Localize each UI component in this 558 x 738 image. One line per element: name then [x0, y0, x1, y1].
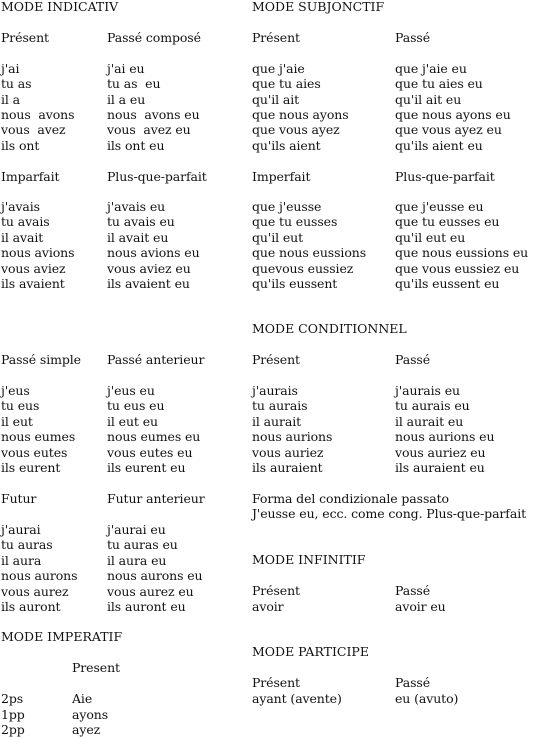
- label-conditionnel-present: Présent: [252, 352, 300, 367]
- heading-mode-conditionnel: MODE CONDITIONNEL: [252, 321, 407, 336]
- form-indicatif-futur-anterieur: il aura eu: [107, 553, 167, 568]
- form-conditionnel-passe: tu aurais eu: [395, 398, 470, 413]
- heading-mode-infinitif: MODE INFINITIF: [252, 552, 366, 567]
- label-subjonctif-plus-que-parfait: Plus-que-parfait: [395, 169, 495, 184]
- label-infinitif-passe: Passé: [395, 583, 431, 598]
- form-subjonctif-present: qu'ils aient: [252, 138, 321, 153]
- form-subjonctif-passe: qu'ils aient eu: [395, 138, 483, 153]
- form-subjonctif-imperfait: que tu eusses: [252, 214, 338, 229]
- form-indicatif-passe-compose: tu as eu: [107, 76, 161, 91]
- form-subjonctif-imperfait: que nous eussions: [252, 245, 367, 260]
- form-conditionnel-present: j'aurais: [252, 383, 298, 398]
- form-indicatif-futur-anterieur: nous aurons eu: [107, 568, 203, 583]
- label-indicatif-present: Présent: [1, 30, 49, 45]
- form-indicatif-passe-compose: il a eu: [107, 92, 146, 107]
- label-subjonctif-passe: Passé: [395, 30, 431, 45]
- form-conditionnel-passe: vous auriez eu: [395, 445, 486, 460]
- form-indicatif-passe-anterieur: j'eus eu: [107, 383, 155, 398]
- form-indicatif-passe-anterieur: vous eutes eu: [107, 445, 193, 460]
- form-indicatif-plus-que-parfait: j'avais eu: [107, 199, 166, 214]
- form-conditionnel-passe: ils auraient eu: [395, 460, 485, 475]
- form-indicatif-passe-simple: tu eus: [1, 398, 40, 413]
- form-subjonctif-plus-que-parfait: qu'il eut eu: [395, 230, 466, 245]
- form-indicatif-futur-anterieur: j'aurai eu: [107, 522, 166, 537]
- heading-mode-imperatif: MODE IMPERATIF: [1, 629, 123, 644]
- form-participe-present: ayant (avente): [252, 691, 342, 706]
- form-indicatif-present: il a: [1, 92, 21, 107]
- imperatif-form: ayez: [72, 722, 101, 737]
- label-participe-present: Présent: [252, 675, 300, 690]
- label-indicatif-imparfait: Imparfait: [1, 169, 60, 184]
- label-indicatif-futur: Futur: [1, 491, 37, 506]
- form-subjonctif-plus-que-parfait: que tu eusses eu: [395, 214, 500, 229]
- imperatif-person: 2pp: [1, 722, 25, 737]
- imperatif-person: 2ps: [1, 691, 24, 706]
- conditionnel-note: Forma del condizionale passato: [252, 491, 449, 506]
- label-participe-passe: Passé: [395, 675, 431, 690]
- conditionnel-note: J'eusse eu, ecc. come cong. Plus-que-parfait: [252, 506, 527, 521]
- form-indicatif-passe-simple: ils eurent: [1, 460, 61, 475]
- form-indicatif-imparfait: tu avais: [1, 214, 50, 229]
- form-indicatif-passe-compose: ils ont eu: [107, 138, 165, 153]
- form-indicatif-passe-compose: vous avez eu: [107, 122, 191, 137]
- imperatif-person: 1pp: [1, 707, 25, 722]
- form-indicatif-present: j'ai: [1, 61, 20, 76]
- form-conditionnel-present: ils auraient: [252, 460, 323, 475]
- form-indicatif-passe-anterieur: nous eumes eu: [107, 429, 201, 444]
- form-indicatif-passe-simple: il eut: [1, 414, 33, 429]
- form-conditionnel-passe: il aurait eu: [395, 414, 464, 429]
- form-indicatif-passe-compose: nous avons eu: [107, 107, 200, 122]
- form-indicatif-futur: j'aurai: [1, 522, 41, 537]
- form-subjonctif-imperfait: que j'eusse: [252, 199, 322, 214]
- form-indicatif-imparfait: vous aviez: [1, 261, 66, 276]
- form-subjonctif-present: que nous ayons: [252, 107, 349, 122]
- form-conditionnel-passe: nous aurions eu: [395, 429, 495, 444]
- form-conditionnel-passe: j'aurais eu: [395, 383, 460, 398]
- label-indicatif-plus-que-parfait: Plus-que-parfait: [107, 169, 207, 184]
- form-indicatif-futur-anterieur: tu auras eu: [107, 537, 178, 552]
- form-indicatif-plus-que-parfait: tu avais eu: [107, 214, 175, 229]
- form-indicatif-imparfait: nous avions: [1, 245, 75, 260]
- form-subjonctif-imperfait: qu'ils eussent: [252, 276, 338, 291]
- form-indicatif-futur: ils auront: [1, 599, 61, 614]
- form-indicatif-passe-anterieur: il eut eu: [107, 414, 158, 429]
- label-indicatif-passe-simple: Passé simple: [1, 352, 81, 367]
- label-conditionnel-passe: Passé: [395, 352, 431, 367]
- form-subjonctif-plus-que-parfait: que nous eussions eu: [395, 245, 529, 260]
- form-indicatif-futur-anterieur: vous aurez eu: [107, 584, 194, 599]
- form-subjonctif-passe: que nous ayons eu: [395, 107, 511, 122]
- form-indicatif-imparfait: il avait: [1, 230, 44, 245]
- form-indicatif-passe-anterieur: tu eus eu: [107, 398, 165, 413]
- form-subjonctif-plus-que-parfait: que vous eussiez eu: [395, 261, 520, 276]
- form-indicatif-present: tu as: [1, 76, 32, 91]
- form-indicatif-futur: il aura: [1, 553, 42, 568]
- form-conditionnel-present: nous aurions: [252, 429, 333, 444]
- form-subjonctif-plus-que-parfait: que j'eusse eu: [395, 199, 484, 214]
- form-indicatif-present: vous avez: [1, 122, 66, 137]
- form-subjonctif-passe: qu'il ait eu: [395, 92, 462, 107]
- form-subjonctif-imperfait: quevous eussiez: [252, 261, 354, 276]
- label-indicatif-futur-anterieur: Futur anterieur: [107, 491, 205, 506]
- form-participe-passe: eu (avuto): [395, 691, 459, 706]
- form-indicatif-plus-que-parfait: vous aviez eu: [107, 261, 191, 276]
- form-subjonctif-passe: que j'aie eu: [395, 61, 467, 76]
- form-indicatif-passe-simple: j'eus: [1, 383, 30, 398]
- form-indicatif-futur: tu auras: [1, 537, 53, 552]
- form-indicatif-present: ils ont: [1, 138, 40, 153]
- form-indicatif-futur: vous aurez: [1, 584, 69, 599]
- label-indicatif-passe-anterieur: Passé anterieur: [107, 352, 205, 367]
- form-indicatif-imparfait: ils avaient: [1, 276, 65, 291]
- form-subjonctif-present: que tu aies: [252, 76, 321, 91]
- form-infinitif-passe: avoir eu: [395, 599, 446, 614]
- form-subjonctif-passe: que tu aies eu: [395, 76, 483, 91]
- form-subjonctif-imperfait: qu'il eut: [252, 230, 304, 245]
- form-indicatif-plus-que-parfait: il avait eu: [107, 230, 169, 245]
- form-indicatif-present: nous avons: [1, 107, 75, 122]
- form-indicatif-passe-compose: j'ai eu: [107, 61, 145, 76]
- form-indicatif-passe-simple: vous eutes: [1, 445, 68, 460]
- form-indicatif-plus-que-parfait: ils avaient eu: [107, 276, 190, 291]
- imperatif-form: Aie: [72, 691, 93, 706]
- form-conditionnel-present: vous auriez: [252, 445, 324, 460]
- label-imperatif-present: Present: [72, 660, 120, 675]
- heading-mode-subjonctif: MODE SUBJONCTIF: [252, 0, 385, 14]
- form-subjonctif-present: que j'aie: [252, 61, 305, 76]
- form-indicatif-imparfait: j'avais: [1, 199, 40, 214]
- heading-mode-participe: MODE PARTICIPE: [252, 644, 369, 659]
- form-indicatif-futur-anterieur: ils auront eu: [107, 599, 186, 614]
- label-indicatif-passe-compose: Passé composé: [107, 30, 201, 45]
- imperatif-form: ayons: [72, 707, 109, 722]
- form-conditionnel-present: il aurait: [252, 414, 302, 429]
- form-indicatif-plus-que-parfait: nous avions eu: [107, 245, 200, 260]
- form-subjonctif-present: que vous ayez: [252, 122, 340, 137]
- form-indicatif-passe-anterieur: ils eurent eu: [107, 460, 186, 475]
- label-subjonctif-present: Présent: [252, 30, 300, 45]
- heading-mode-indicativ: MODE INDICATIV: [1, 0, 119, 14]
- form-subjonctif-passe: que vous ayez eu: [395, 122, 502, 137]
- label-subjonctif-imperfait: Imperfait: [252, 169, 311, 184]
- form-subjonctif-plus-que-parfait: qu'ils eussent eu: [395, 276, 500, 291]
- label-infinitif-present: Présent: [252, 583, 300, 598]
- form-indicatif-passe-simple: nous eumes: [1, 429, 76, 444]
- form-conditionnel-present: tu aurais: [252, 398, 308, 413]
- form-indicatif-futur: nous aurons: [1, 568, 78, 583]
- form-infinitif-present: avoir: [252, 599, 284, 614]
- form-subjonctif-present: qu'il ait: [252, 92, 300, 107]
